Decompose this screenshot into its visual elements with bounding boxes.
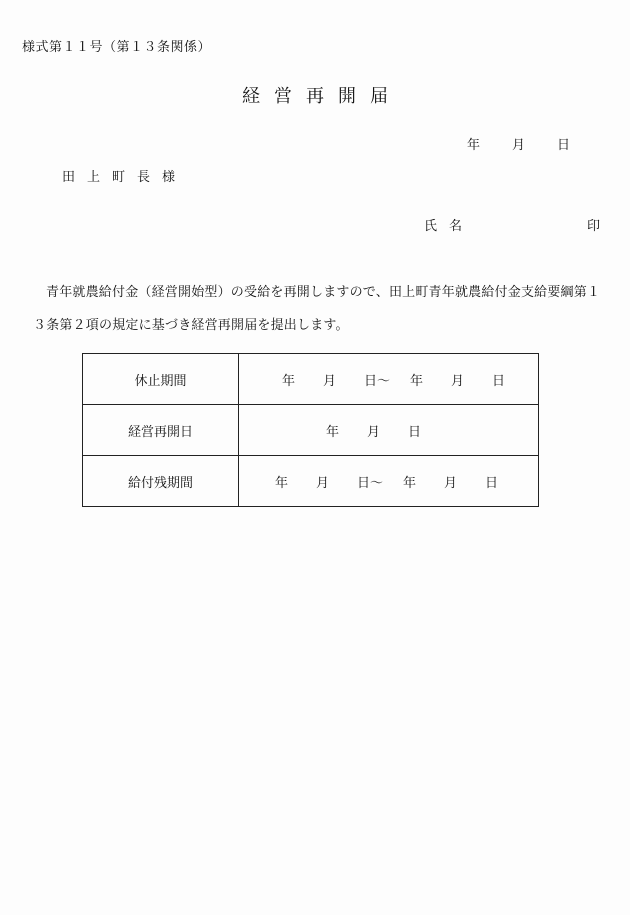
from-month: 月 [322, 373, 336, 389]
from-month: 月 [315, 475, 329, 491]
from-year: 年 [281, 373, 295, 389]
body-text: 青年就農給付金（経営開始型）の受給を再開しますので、田上町青年就農給付金支給要綱第１３条第２項の規定に基づき経営再開届を提出します。 [33, 285, 601, 333]
document-title: 経営再開届 [242, 86, 402, 107]
to-day: 日 [485, 475, 499, 491]
period-table [82, 353, 539, 507]
form-number: 様式第１１号（第１３条関係） [22, 40, 212, 55]
resume-day: 日 [408, 424, 422, 440]
suspension-period-value [239, 354, 539, 405]
addressee: 田上町長様 [62, 170, 188, 185]
row-label-remaining-period: 給付残期間 [83, 456, 239, 507]
name-label: 氏名 [424, 219, 475, 234]
from-day: 日 [363, 373, 377, 389]
resume-year: 年 [325, 424, 339, 440]
date-day: 日 [556, 138, 570, 153]
to-year: 年 [410, 373, 424, 389]
from-day: 日 [356, 475, 370, 491]
to-year: 年 [403, 475, 417, 491]
table-row [83, 456, 539, 507]
table-row [83, 405, 539, 456]
remaining-period-value [239, 456, 539, 507]
range-tilde: ～ [369, 475, 383, 491]
row-label-resumption-date: 経営再開日 [83, 405, 239, 456]
table-row [83, 354, 539, 405]
date-year: 年 [466, 138, 480, 153]
resume-month: 月 [366, 424, 380, 440]
to-day: 日 [492, 373, 506, 389]
applicant-name-line [424, 215, 600, 234]
submission-date [467, 134, 570, 153]
to-month: 月 [444, 475, 458, 491]
range-tilde: ～ [376, 373, 390, 389]
date-month: 月 [511, 138, 525, 153]
to-month: 月 [451, 373, 465, 389]
from-year: 年 [274, 475, 288, 491]
row-label-suspension-period: 休止期間 [83, 354, 239, 405]
resumption-date-value [239, 405, 539, 456]
seal-mark: 印 [586, 219, 600, 234]
